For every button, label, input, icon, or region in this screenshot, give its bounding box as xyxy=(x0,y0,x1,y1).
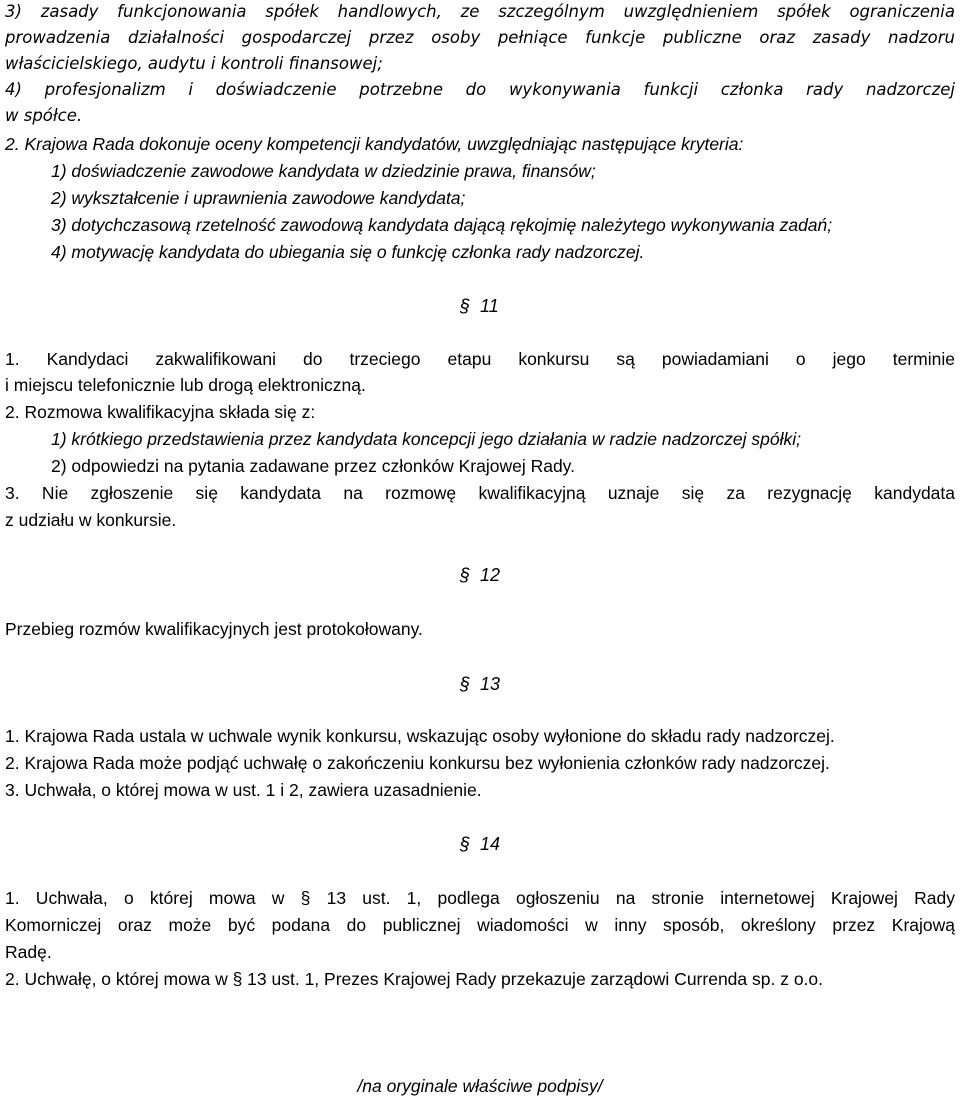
section-heading-11 xyxy=(460,294,499,318)
sec11-p3-line1: 3. Nie zgłoszenie się kandydata na rozmowę kwalifikacyjną uznaje się za rezygnację kandydata xyxy=(5,483,955,503)
section-heading-13 xyxy=(460,672,500,696)
top-line-4: 4) profesjonalizm i doświadczenie potrzebne do wykonywania funkcji członka rady nadzorczej xyxy=(5,80,955,99)
section-number: 13 xyxy=(480,674,501,694)
section-number: 12 xyxy=(480,565,501,585)
section-number: 14 xyxy=(480,834,501,854)
section-symbol: § xyxy=(460,674,471,694)
sec11-p3-line2: z udziału w konkursie. xyxy=(5,510,177,530)
sec14-p2: 2. Uchwałę, o której mowa w § 13 ust. 1, Prezes Krajowej Rady przekazuje zarządowi Currenda sp. z o.o. xyxy=(5,969,824,989)
sec11-p1-line1: 1. Kandydaci zakwalifikowani do trzeciego etapu konkursu są powiadamiani o jego terminie xyxy=(5,349,955,369)
sec13-item-1: 1. Krajowa Rada ustala w uchwale wynik konkursu, wskazując osoby wyłonione do składu rady nadzorczej. xyxy=(5,726,835,746)
criteria-item-3: 3) dotychczasową rzetelność zawodową kandydata dającą rękojmię należytego wykonywania zadań; xyxy=(51,215,833,235)
sec14-p1-line3: Radę. xyxy=(5,942,52,962)
top-line-1: 3) zasady funkcjonowania spółek handlowych, ze szczególnym uwzględnieniem spółek ograniczenia xyxy=(5,2,955,21)
sec11-p2: 2. Rozmowa kwalifikacyjna składa się z: xyxy=(5,402,316,422)
sec11-p2-item-1: 1) krótkiego przedstawienia przez kandydata koncepcji jego działania w radzie nadzorczej spółki; xyxy=(51,429,801,449)
sec12-text: Przebieg rozmów kwalifikacyjnych jest protokołowany. xyxy=(5,619,423,639)
section-symbol: § xyxy=(460,565,471,585)
sec11-p1-line2: i miejscu telefonicznie lub drogą elektroniczną. xyxy=(5,375,366,395)
top-line-3: właścicielskiego, audytu i kontroli finansowej; xyxy=(5,54,383,73)
criteria-item-4: 4) motywację kandydata do ubiegania się o funkcję członka rady nadzorczej. xyxy=(51,242,645,262)
sec13-item-3: 3. Uchwała, o której mowa w ust. 1 i 2, zawiera uzasadnienie. xyxy=(5,780,482,800)
signature-note: /na oryginale właściwe podpisy/ xyxy=(357,1076,603,1096)
criteria-intro: 2. Krajowa Rada dokonuje oceny kompetencji kandydatów, uwzględniając następujące kryteria: xyxy=(5,134,744,154)
criteria-item-2: 2) wykształcenie i uprawnienia zawodowe kandydata; xyxy=(51,188,466,208)
section-number: 11 xyxy=(480,296,499,316)
section-symbol: § xyxy=(460,834,471,854)
sec14-p1-line1: 1. Uchwała, o której mowa w § 13 ust. 1, podlega ogłoszeniu na stronie internetowej Krajowej Rady xyxy=(5,888,955,908)
top-line-2: prowadzenia działalności gospodarczej przez osoby pełniące funkcje publiczne oraz zasady nadzoru xyxy=(5,28,955,47)
sec14-p1-line2: Komorniczej oraz może być podana do publicznej wiadomości w inny sposób, określony przez Krajową xyxy=(5,915,955,935)
sec13-item-2: 2. Krajowa Rada może podjąć uchwałę o zakończeniu konkursu bez wyłonienia członków rady nadzorczej. xyxy=(5,753,830,773)
section-heading-12 xyxy=(460,563,500,587)
top-line-5: w spółce. xyxy=(5,106,83,125)
section-symbol: § xyxy=(460,296,471,316)
sec11-p2-item-2: 2) odpowiedzi na pytania zadawane przez członków Krajowej Rady. xyxy=(51,456,575,476)
criteria-item-1: 1) doświadczenie zawodowe kandydata w dziedzinie prawa, finansów; xyxy=(51,161,596,181)
section-heading-14 xyxy=(460,832,500,856)
